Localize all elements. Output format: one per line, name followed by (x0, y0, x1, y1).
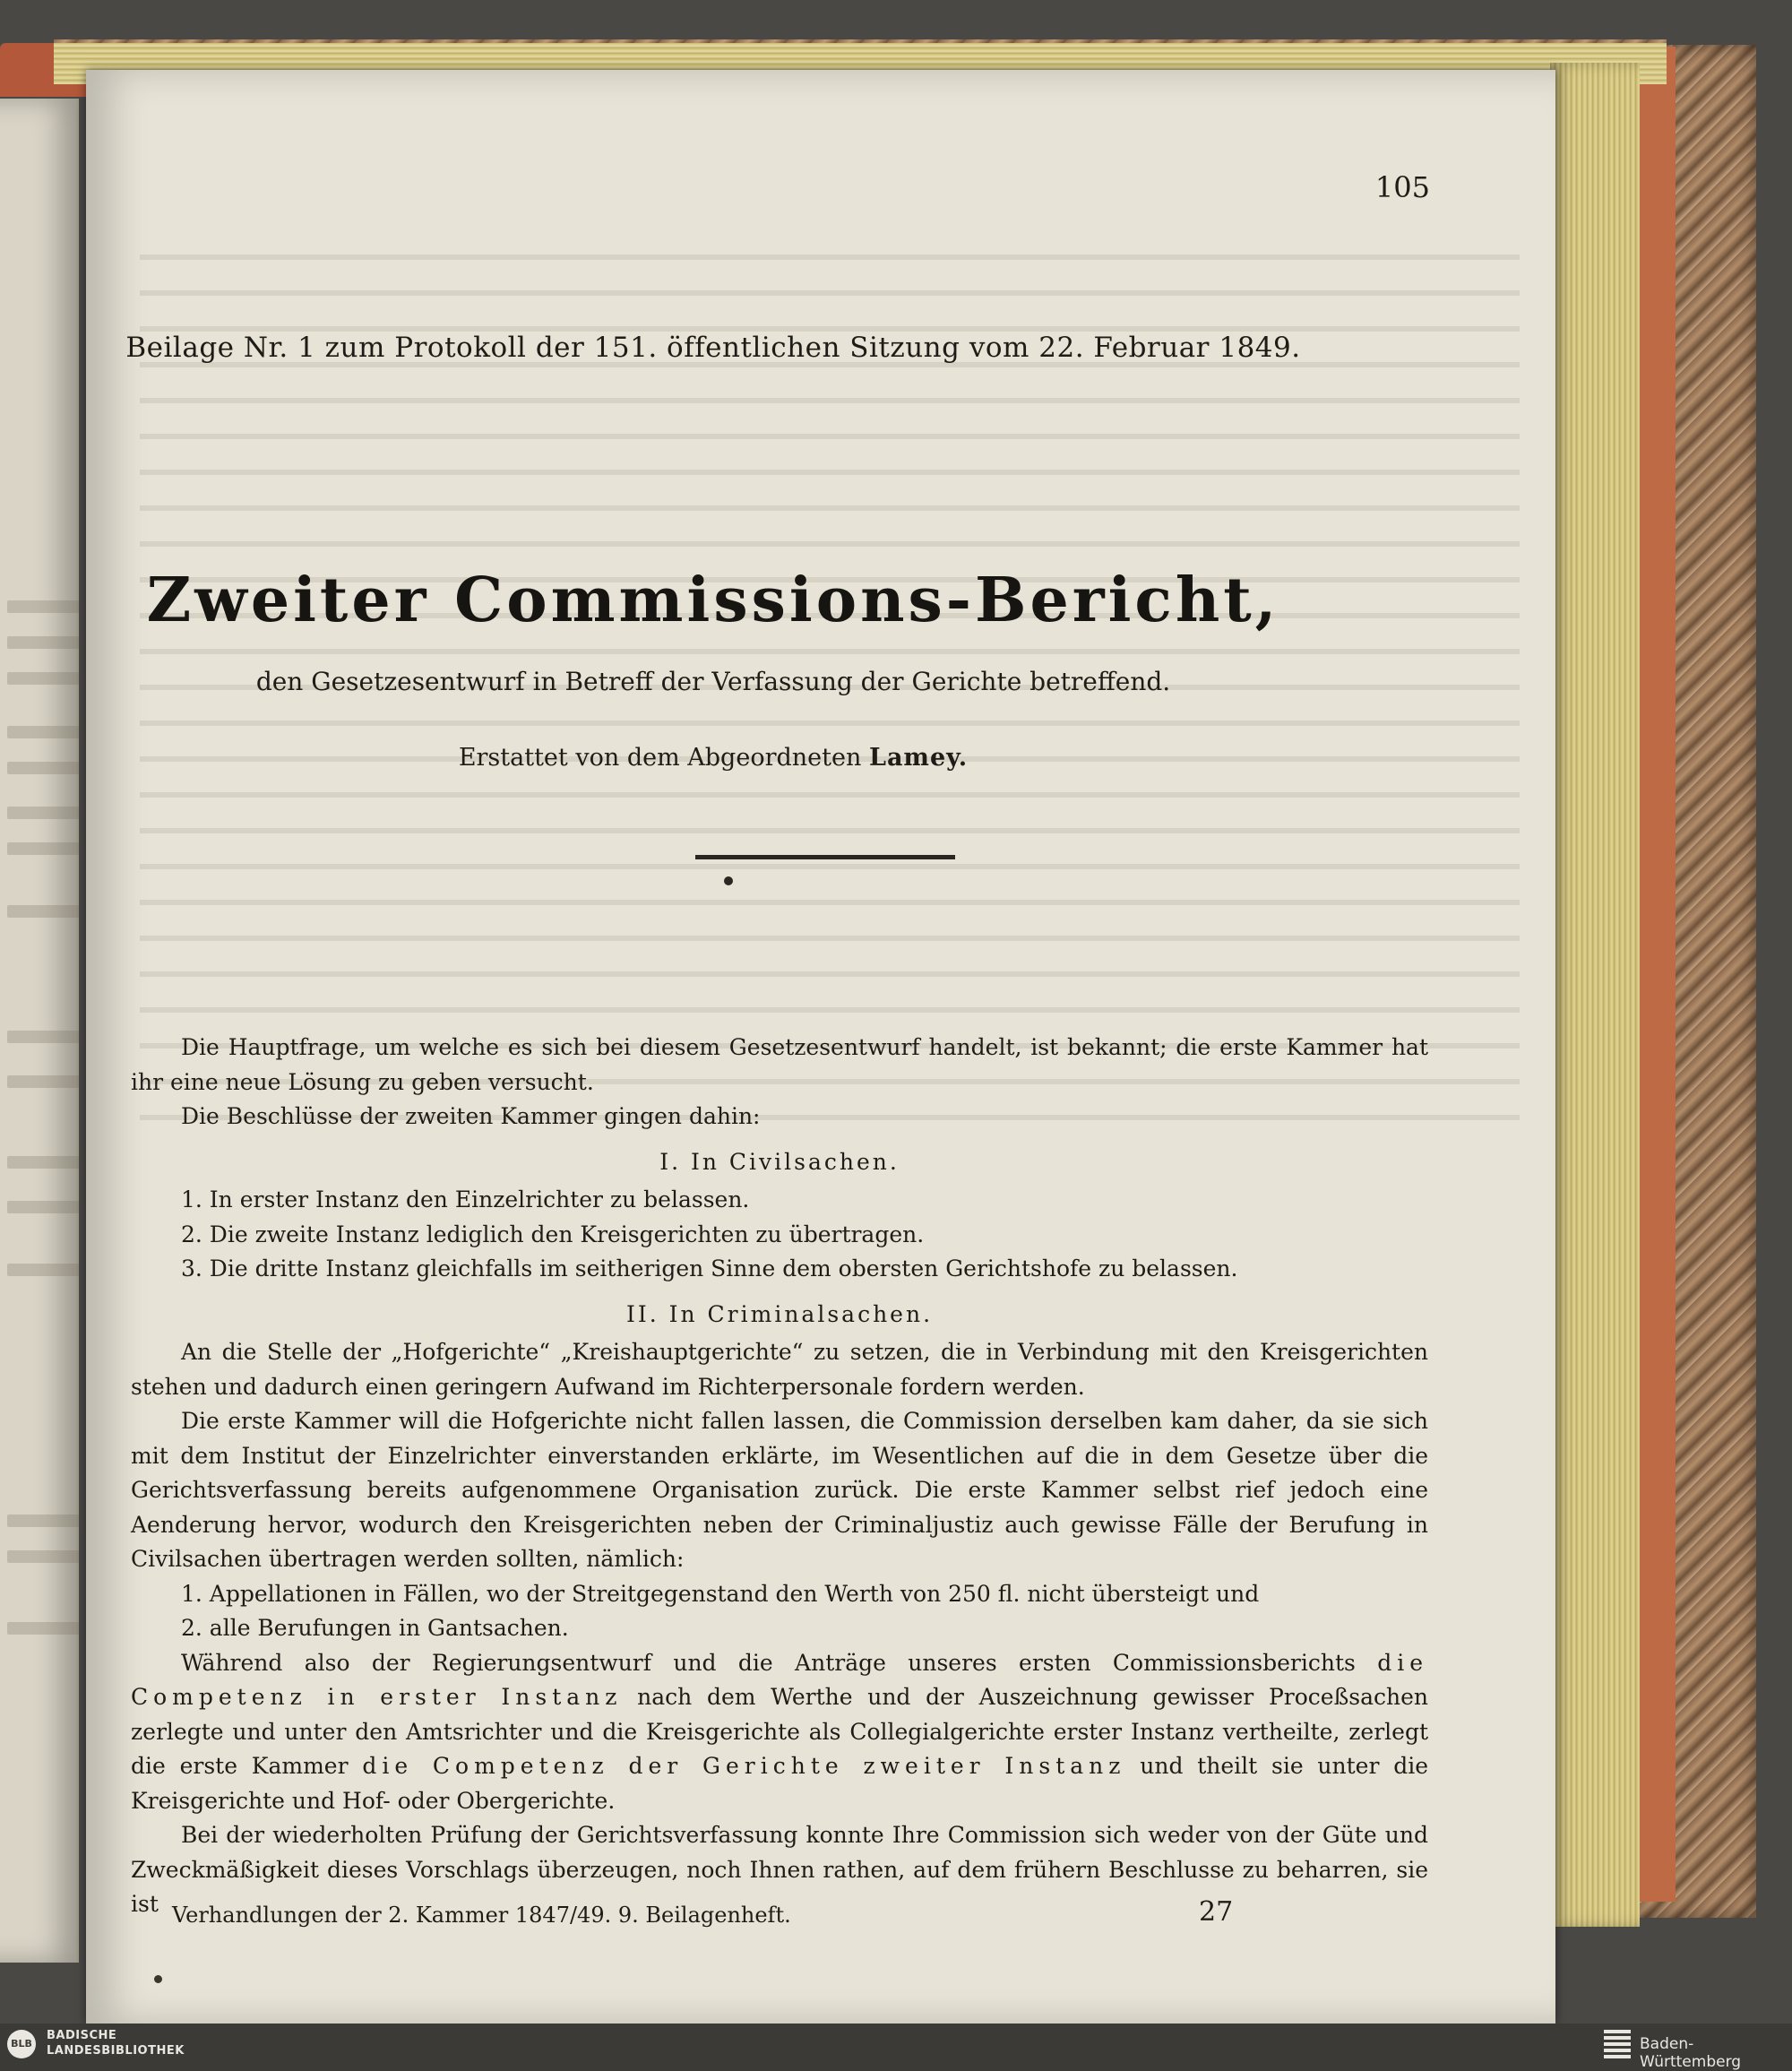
section-heading: II. In Criminalsachen. (625, 1300, 934, 1327)
blb-logo-icon: BLB (7, 2030, 36, 2058)
document-page (86, 70, 1555, 2024)
text-run: und theilt sie unter die Kreisgerichte und Hof- oder Obergerichte. (131, 1753, 1428, 1814)
ink-speck (724, 876, 733, 885)
baden-wuerttemberg-logo-icon (1604, 2030, 1631, 2058)
document-title: Zweiter Commissions-Bericht, (146, 565, 1280, 636)
document-subtitle: den Gesetzesentwurf in Betreff der Verfassung der Gerichte betreffend. (255, 667, 1171, 696)
list-item: 2. alle Berufungen in Gantsachen. (181, 1615, 569, 1641)
ink-speck (154, 1975, 162, 1983)
text-run: Während also der Regierungsentwurf und die Anträge unseres ersten Commissionsberichts (181, 1649, 1356, 1676)
text-run: nach dem Werthe und der Auszeichnung gewisser Proceßsachen zerlegte und unter den Amtsrichter und die Kreisgerichte als Collegialgerichte erster Instanz vertheilte, zerlegt die erste Kammer (131, 1684, 1429, 1779)
list-item: 2. Die zweite Instanz lediglich den Kreisgerichten zu übertragen. (181, 1221, 925, 1247)
section-heading: I. In Civilsachen. (659, 1148, 900, 1175)
baden-wuerttemberg-label: Baden-Württemberg (1640, 2035, 1742, 2071)
body-text (131, 1031, 1428, 1922)
paragraph: An die Stelle der „Hofgerichte“ „Kreishauptgerichte“ zu setzen, die in Verbindung mit den Kreisgerichten stehen und dadurch einen geringern Aufwand im Richterpersonale fordern werden. (131, 1339, 1428, 1400)
library-name (47, 2028, 185, 2058)
library-name-line1: BADISCHE (47, 2029, 117, 2042)
spaced-emphasis: die Competenz der Gerichte zweiter Instanz (362, 1753, 1126, 1779)
page-number: 105 (1374, 170, 1430, 204)
paragraph (131, 1646, 1428, 1819)
paragraph: Bei der wiederholten Prüfung der Gerichtsverfassung konnte Ihre Commission sich weder von der Güte und Zweckmäßigkeit dieses Vorschlags überzeugen, noch Ihnen rathen, auf dem frühern Beschlusse zu beharren, sie ist (131, 1822, 1428, 1917)
protocol-header: Beilage Nr. 1 zum Protokoll der 151. öffentlichen Sitzung vom 22. Februar 1849. (125, 332, 1301, 364)
left-page-edge (0, 99, 79, 1963)
paragraph: Die Beschlüsse der zweiten Kammer gingen dahin: (181, 1103, 761, 1129)
page-block-side-edge (1550, 63, 1640, 1927)
spaced-emphasis: die Competenz in erster Instanz (131, 1649, 1428, 1710)
signature-mark: 27 (1199, 1896, 1234, 1928)
title-rule (695, 855, 955, 859)
list-item: 1. Appellationen in Fällen, wo der Streitgegenstand den Werth von 250 fl. nicht übersteigt und (181, 1580, 1260, 1607)
library-footer-bar (0, 2024, 1792, 2071)
list-item: 1. In erster Instanz den Einzelrichter zu belassen. (181, 1187, 750, 1212)
list-item: 3. Die dritte Instanz gleichfalls im seitherigen Sinne dem obersten Gerichtshofe zu belassen. (181, 1256, 1238, 1281)
reporter-prefix: Erstattet von dem Abgeordneten (458, 744, 862, 772)
reporter-name: Lamey. (868, 744, 969, 772)
paragraph: Die erste Kammer will die Hofgerichte nicht fallen lassen, die Commission derselben kam daher, da sie sich mit dem Institut der Einzelrichter einverstanden erklärte, im Wesentlichen auf die in dem Gesetze über die Gerichtsverfassung bereits aufgenommene Organisation zurück. Die erste Kammer selbst rief jedoch eine Aenderung hervor, wodurch den Kreisgerichten neben der Criminaljustiz auch gewisse Fälle der Berufung in Civilsachen übertragen werden sollten, nämlich: (131, 1408, 1428, 1572)
footer-imprint: Verhandlungen der 2. Kammer 1847/49. 9. Beilagenheft. (172, 1903, 791, 1928)
reporter-line (86, 744, 1340, 772)
library-name-line2: LANDESBIBLIOTHEK (47, 2044, 185, 2058)
paragraph: Die Hauptfrage, um welche es sich bei diesem Gesetzesentwurf handelt, ist bekannt; die erste Kammer hat ihr eine neue Lösung zu geben versucht. (131, 1034, 1428, 1095)
